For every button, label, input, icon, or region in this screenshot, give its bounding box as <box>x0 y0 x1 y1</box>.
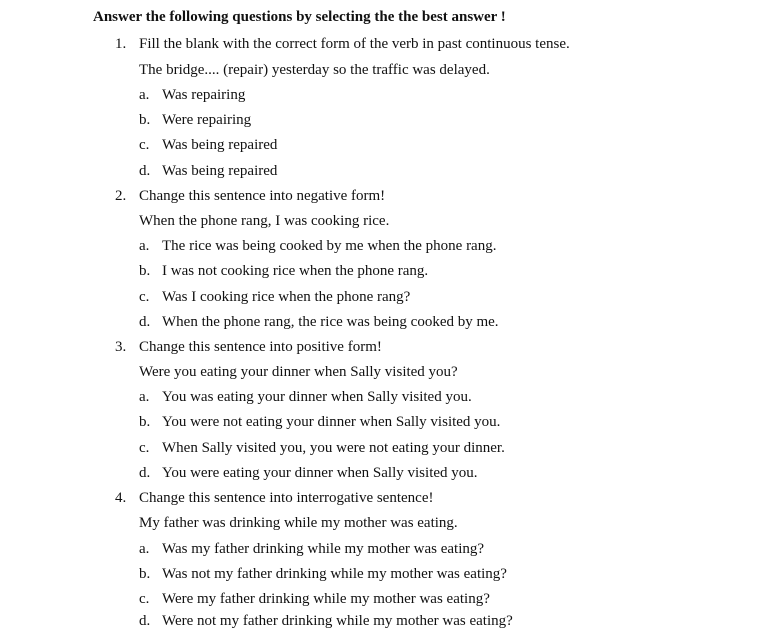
question-stem: My father was drinking while my mother was eating. <box>139 515 458 531</box>
question-stem: Were you eating your dinner when Sally visited you? <box>139 364 458 380</box>
option-text: You was eating your dinner when Sally visited you. <box>162 389 472 405</box>
option-letter: b. <box>139 414 151 430</box>
option-text: The rice was being cooked by me when the phone rang. <box>162 238 497 254</box>
question-stem: When the phone rang, I was cooking rice. <box>139 213 390 229</box>
question-number: 4. <box>115 490 127 506</box>
option-text: Was being repaired <box>162 163 278 179</box>
question-number: 1. <box>115 36 127 52</box>
option-text: Were repairing <box>162 112 252 128</box>
option-letter: d. <box>139 465 151 481</box>
option-text: When the phone rang, the rice was being cooked by me. <box>162 314 499 330</box>
option-text: Were not my father drinking while my mother was eating? <box>162 613 513 629</box>
option-letter: d. <box>139 314 151 330</box>
option-text: Was I cooking rice when the phone rang? <box>162 289 411 305</box>
option-letter: c. <box>139 440 150 456</box>
option-letter: c. <box>139 137 150 153</box>
question-prompt: Change this sentence into negative form! <box>139 188 386 204</box>
option-text: Were my father drinking while my mother was eating? <box>162 591 490 607</box>
option-text: When Sally visited you, you were not eating your dinner. <box>162 440 505 456</box>
question-number: 2. <box>115 188 127 204</box>
option-letter: a. <box>139 389 150 405</box>
option-text: Was repairing <box>162 87 246 103</box>
option-text: You were not eating your dinner when Sally visited you. <box>162 414 501 430</box>
option-text: Was my father drinking while my mother was eating? <box>162 541 485 557</box>
option-letter: b. <box>139 263 151 279</box>
option-letter: d. <box>139 163 151 179</box>
question-stem: The bridge.... (repair) yesterday so the traffic was delayed. <box>139 62 490 78</box>
question-prompt: Change this sentence into interrogative sentence! <box>139 490 434 506</box>
option-letter: a. <box>139 87 150 103</box>
option-letter: b. <box>139 112 151 128</box>
question-prompt: Change this sentence into positive form! <box>139 339 382 355</box>
option-text: Was being repaired <box>162 137 278 153</box>
option-letter: c. <box>139 591 150 607</box>
option-text: Was not my father drinking while my mother was eating? <box>162 566 507 582</box>
option-text: I was not cooking rice when the phone rang. <box>162 263 429 279</box>
option-text: You were eating your dinner when Sally visited you. <box>162 465 478 481</box>
option-letter: d. <box>139 613 151 629</box>
worksheet-heading: Answer the following questions by selecting the the best answer ! <box>93 9 506 25</box>
option-letter: c. <box>139 289 150 305</box>
option-letter: b. <box>139 566 151 582</box>
question-prompt: Fill the blank with the correct form of the verb in past continuous tense. <box>139 36 570 52</box>
option-letter: a. <box>139 541 150 557</box>
question-number: 3. <box>115 339 127 355</box>
option-letter: a. <box>139 238 150 254</box>
